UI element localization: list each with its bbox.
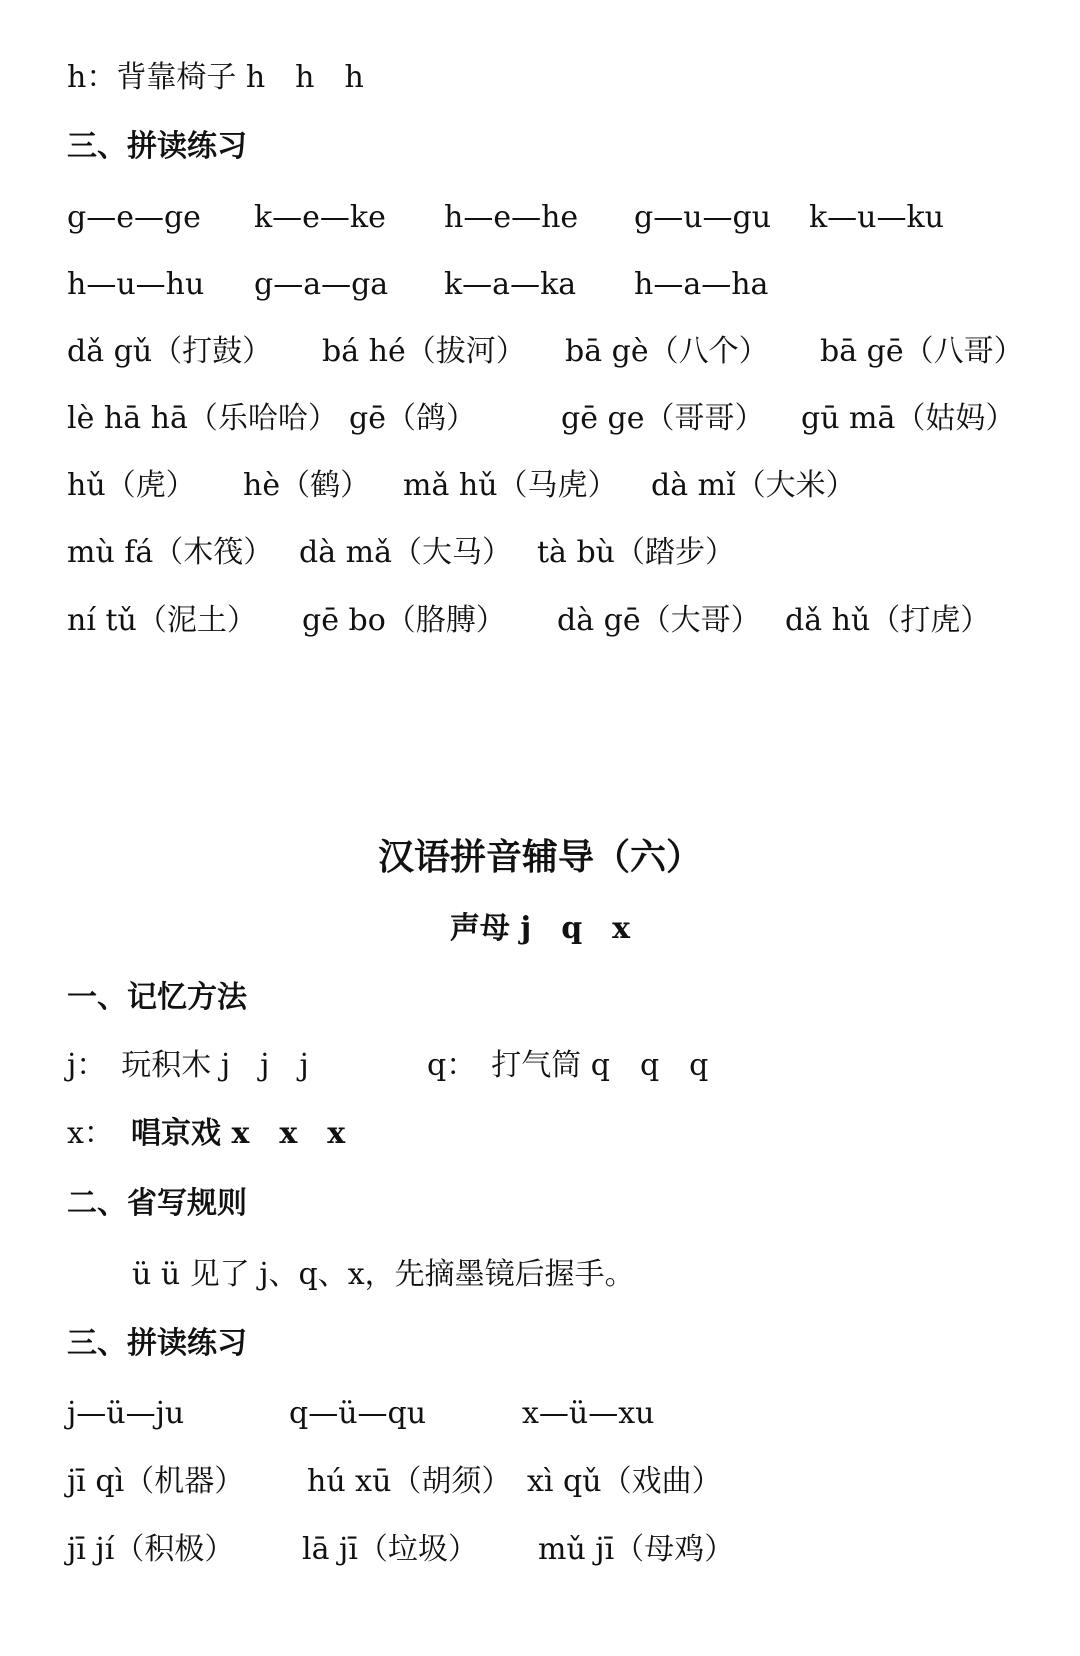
practice-item: q—ü—qu <box>289 1396 427 1431</box>
practice-item: j—ü—ju <box>67 1396 185 1431</box>
section-heading-practice-prev <box>67 121 1060 173</box>
practice-item: jī qì（机器） <box>67 1464 245 1499</box>
practice-row-6 <box>67 527 1060 579</box>
practice-item: lā jī（垃圾） <box>302 1532 478 1567</box>
practice-item: bā gè（八个） <box>565 334 769 369</box>
practice-item: gē bo（胳膊） <box>302 603 506 638</box>
memory-row-jq <box>67 1040 1060 1092</box>
practice-item: gē（鸽） <box>349 401 476 436</box>
practice-item: k—e—ke <box>254 200 386 235</box>
practice-item: hè（鹤） <box>243 468 371 503</box>
practice-item: dà mǎ（大马） <box>299 535 512 570</box>
practice-item: g—a—ga <box>254 267 389 302</box>
memory-item-q: q： 打气筒 q q q <box>427 1048 709 1083</box>
rule-text-line <box>67 1249 1060 1301</box>
practice-item: h—e—he <box>444 200 579 235</box>
practice-row-1 <box>67 192 1060 244</box>
practice-item: ní tǔ（泥土） <box>67 603 257 638</box>
practice-row-jqx-2 <box>67 1456 1060 1508</box>
practice-item: bā gē（八哥） <box>820 334 1024 369</box>
practice-item: dǎ gǔ（打鼓） <box>67 334 273 369</box>
practice-item: mǎ hǔ（马虎） <box>403 468 618 503</box>
practice-item: gē ge（哥哥） <box>561 401 765 436</box>
practice-item: mù fá（木筏） <box>67 535 274 570</box>
page-title <box>0 831 1080 883</box>
practice-row-jqx-3 <box>67 1524 1060 1576</box>
practice-row-2 <box>67 259 1060 311</box>
practice-item: k—u—ku <box>809 200 944 235</box>
memory-label-x: x： <box>67 1116 114 1151</box>
practice-item: dǎ hǔ（打虎） <box>785 603 991 638</box>
practice-row-jqx-1 <box>67 1388 1060 1440</box>
page-subtitle-text: 声母 j q x <box>449 911 631 946</box>
heading-text: 三、拼读练习 <box>67 129 247 164</box>
practice-item: jī jí（积极） <box>67 1532 235 1567</box>
page-title-text: 汉语拼音辅导（六） <box>377 836 702 878</box>
practice-item: k—a—ka <box>444 267 577 302</box>
practice-item: gū mā（姑妈） <box>801 401 1016 436</box>
practice-item: g—u—gu <box>634 200 772 235</box>
practice-row-5 <box>67 460 1060 512</box>
practice-item: x—ü—xu <box>522 1396 655 1431</box>
heading-text: 三、拼读练习 <box>67 1326 247 1361</box>
memory-row-x <box>67 1108 1060 1160</box>
section-heading-practice <box>67 1318 1060 1370</box>
practice-row-4 <box>67 393 1060 445</box>
practice-item: hǔ（虎） <box>67 468 196 503</box>
practice-row-3 <box>67 326 1060 378</box>
section-heading-rule <box>67 1178 1060 1230</box>
practice-item: h—a—ha <box>634 267 769 302</box>
rule-text: ü ü 见了 j、q、x，先摘墨镜后握手。 <box>132 1257 635 1292</box>
practice-item: xì qǔ（戏曲） <box>527 1464 722 1499</box>
practice-item: lè hā hā（乐哈哈） <box>67 401 338 436</box>
memory-item-j: j： 玩积木 j j j <box>67 1048 309 1083</box>
h-memory-text: h：背靠椅子 h h h <box>67 60 364 95</box>
practice-item: g—e—ge <box>67 200 201 235</box>
h-memory-line <box>67 52 1060 104</box>
page-subtitle <box>0 903 1080 955</box>
practice-item: bá hé（拔河） <box>322 334 526 369</box>
practice-item: mǔ jī（母鸡） <box>538 1532 735 1567</box>
heading-text: 二、省写规则 <box>67 1186 247 1221</box>
section-heading-memory <box>67 972 1060 1024</box>
practice-item: tà bù（踏步） <box>537 535 736 570</box>
practice-row-7 <box>67 595 1060 647</box>
practice-item: dà mǐ（大米） <box>651 468 856 503</box>
practice-item: hú xū（胡须） <box>307 1464 512 1499</box>
practice-item: h—u—hu <box>67 267 205 302</box>
memory-item-x: 唱京戏 x x x <box>131 1116 346 1151</box>
heading-text: 一、记忆方法 <box>67 980 247 1015</box>
practice-item: dà gē（大哥） <box>557 603 761 638</box>
